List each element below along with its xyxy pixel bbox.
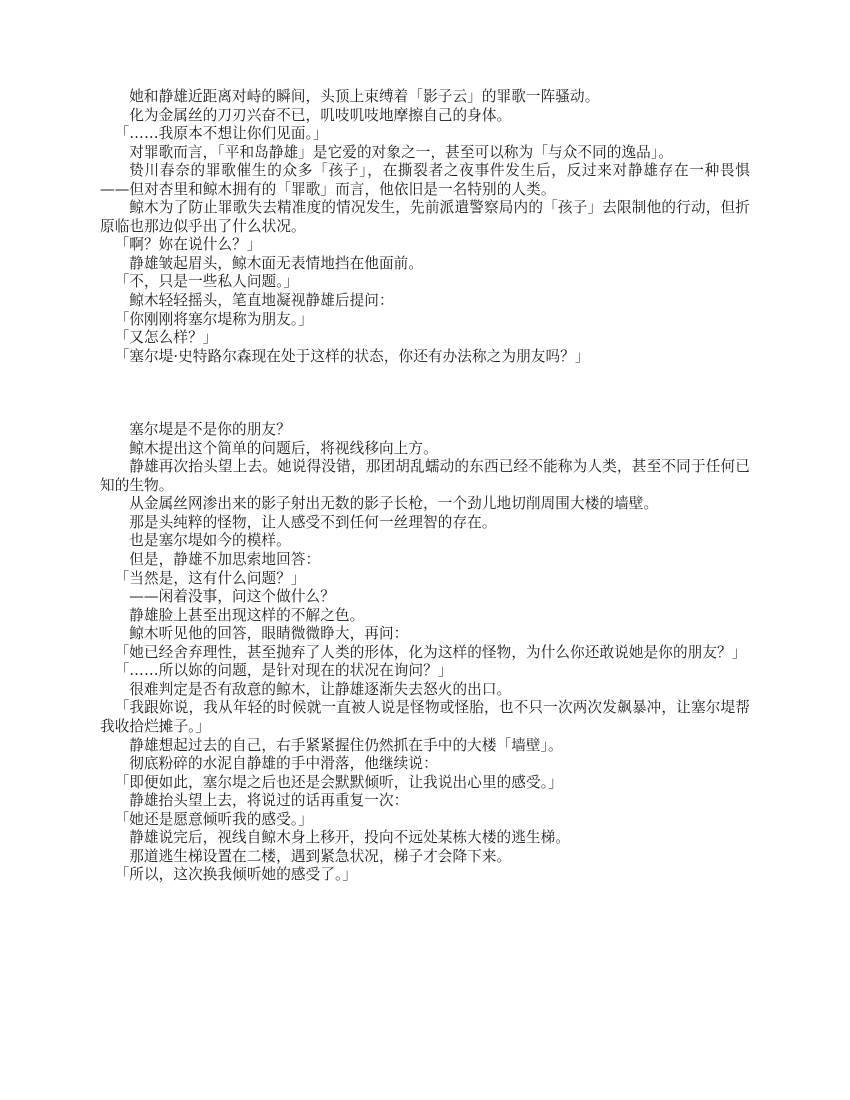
paragraph: 「不，只是一些私人问题。」	[114, 273, 299, 291]
paragraph: 静雄说完后，视线自鲸木身上移开，投向不远处某栋大楼的逃生梯。	[129, 829, 571, 847]
paragraph: 化为金属丝的刀刃兴奋不已，叽吱叽吱地摩擦自己的身体。	[129, 106, 512, 124]
paragraph: 「她还是愿意倾听我的感受。」	[114, 810, 314, 828]
paragraph: 那道逃生梯设置在二楼，遇到紧急状况，梯子才会降下来。	[129, 847, 512, 865]
paragraph: 「又怎么样？」	[114, 329, 218, 347]
paragraph: 也是塞尔堤如今的模样。	[129, 532, 291, 550]
paragraph: 贽川春奈的罪歌催生的众多「孩子」，在撕裂者之夜事件发生后，反过来对静雄存在一种畏惧——但对杏里和鲸木拥有的「罪歌」而言，他依旧是一名特别的人类。	[100, 162, 750, 198]
paragraph: 但是，静雄不加思索地回答：	[129, 551, 321, 569]
paragraph: 「塞尔堤·史特路尔森现在处于这样的状态，你还有办法称之为朋友吗？」	[114, 347, 590, 365]
paragraph: ——闲着没事，问这个做什么？	[129, 588, 335, 606]
paragraph: 从金属丝网渗出来的影子射出无数的影子长枪，一个劲儿地切削周围大楼的墙壁。	[129, 495, 659, 513]
paragraph: 「我跟妳说，我从年轻的时候就一直被人说是怪物或怪胎，也不只一次两次发飙暴冲，让塞尔堤帮我收拾烂摊子。」	[100, 699, 750, 735]
paragraph: 静雄皱起眉头，鲸木面无表情地挡在他面前。	[129, 254, 424, 272]
paragraph: 塞尔堤是不是你的朋友？	[129, 421, 291, 439]
paragraph: 「……所以妳的问题，是针对现在的状况在询问？」	[114, 662, 453, 680]
paragraph: 「她已经舍弃理性，甚至抛弃了人类的形体，化为这样的怪物，为什么你还敢说她是你的朋友？」	[114, 643, 747, 661]
paragraph: 那是头纯粹的怪物，让人感受不到任何一丝理智的存在。	[129, 513, 497, 531]
section-1	[100, 88, 750, 366]
paragraph: 彻底粉碎的水泥自静雄的手中滑落，他继续说：	[129, 755, 438, 773]
paragraph: 「你刚刚将塞尔堤称为朋友。」	[114, 310, 314, 328]
section-divider-gap	[100, 366, 750, 421]
paragraph: 「啊？妳在说什么？」	[114, 236, 262, 254]
paragraph: 鲸木为了防止罪歌失去精准度的情况发生，先前派遣警察局内的「孩子」去限制他的行动，但折原临也那边似乎出了什么状况。	[100, 199, 750, 235]
section-2	[100, 421, 750, 885]
paragraph: 她和静雄近距离对峙的瞬间，头顶上束缚着「影子云」的罪歌一阵骚动。	[129, 88, 600, 105]
paragraph: 鲸木听见他的回答，眼睛微微睁大，再问：	[129, 625, 409, 643]
paragraph: 「所以，这次换我倾听她的感受了。」	[114, 866, 358, 884]
paragraph: 静雄再次抬头望上去。她说得没错，那团胡乱蠕动的东西已经不能称为人类，甚至不同于任何已知的生物。	[100, 458, 750, 494]
paragraph: 静雄抬头望上去，将说过的话再重复一次：	[129, 792, 409, 810]
page-bottom-spacer	[100, 885, 750, 886]
paragraph: 「……我原本不想让你们见面。」	[114, 125, 328, 143]
paragraph: 鲸木提出这个简单的问题后，将视线移向上方。	[129, 439, 438, 457]
paragraph: 鲸木轻轻摇头，笔直地凝视静雄后提问：	[129, 292, 394, 310]
document-text-body	[100, 88, 750, 886]
paragraph: 对罪歌而言，「平和岛静雄」是它爱的对象之一，甚至可以称为「与众不同的逸品」。	[129, 143, 673, 161]
paragraph: 「当然是，这有什么问题？」	[114, 569, 306, 587]
paragraph: 很难判定是否有敌意的鲸木，让静雄逐渐失去怒火的出口。	[129, 680, 512, 698]
paragraph: 静雄想起过去的自己，右手紧紧握住仍然抓在手中的大楼「墙壁」。	[129, 736, 563, 754]
paragraph: 静雄脸上甚至出现这样的不解之色。	[129, 606, 365, 624]
paragraph: 「即便如此，塞尔堤之后也还是会默默倾听，让我说出心里的感受。」	[114, 773, 563, 791]
